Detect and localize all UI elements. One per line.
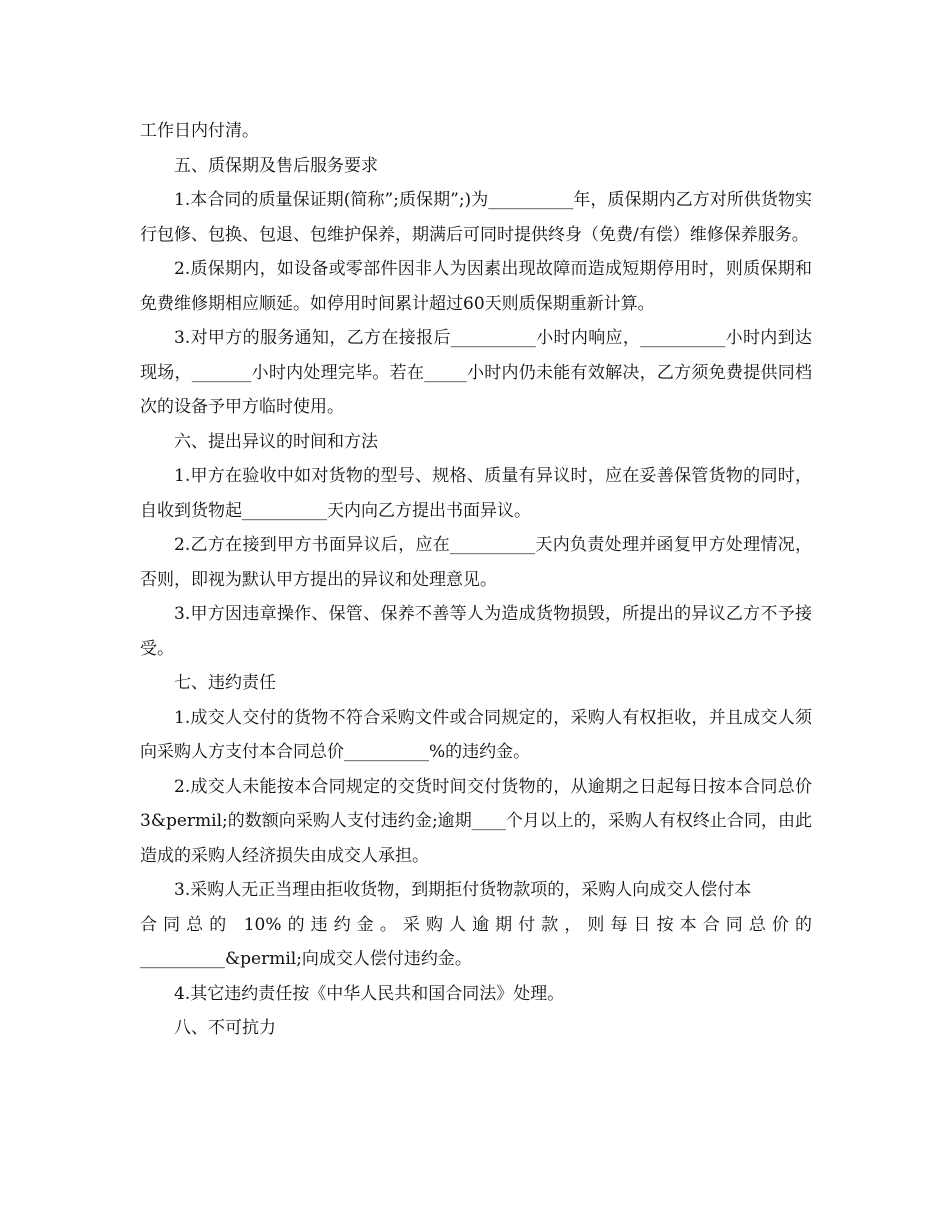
- paragraph-breach-nonconforming: 1.成交人交付的货物不符合采购文件或合同规定的，采购人有权拒收，并且成交人须向采购人方支付本合同总价__________%的违约金。: [140, 707, 812, 762]
- section-heading-warranty: 五、质保期及售后服务要求: [174, 155, 378, 176]
- paragraph-breach-refusal-line3: __________&permil;向成交人偿付违约金。: [140, 949, 472, 969]
- paragraph-payment-end: 工作日内付清。: [140, 121, 259, 141]
- paragraph-objection-inspection: 1.甲方在验收中如对货物的型号、规格、质量有异议时，应在妥善保管货物的同时，自收到货物起__________天内向乙方提出书面异议。: [140, 466, 812, 521]
- paragraph-breach-late-delivery: 2.成交人未能按本合同规定的交货时间交付货物的，从逾期之日起每日按本合同总价 3&permil;的数额向采购人支付违约金;逾期____个月以上的，采购人有权终止合同，由此造成的采购人经济损失由成交人承担。: [140, 776, 812, 866]
- paragraph-breach-refusal-line1: 3.采购人无正当理由拒收货物，到期拒付货物款项的，采购人向成交人偿付本: [174, 880, 752, 900]
- paragraph-warranty-period: 1.本合同的质量保证期(简称”;质保期”;)为__________年，质保期内乙方对所供货物实行包修、包换、包退、包维护保养，期满后可同时提供终身（免费/有偿）维修保养服务。: [140, 190, 812, 245]
- section-heading-objections: 六、提出异议的时间和方法: [174, 431, 378, 452]
- paragraph-objection-rejection: 3.甲方因违章操作、保管、保养不善等人为造成货物损毁，所提出的异议乙方不予接受。: [140, 604, 812, 659]
- section-heading-force-majeure: 八、不可抗力: [174, 1018, 276, 1038]
- paragraph-objection-handling: 2.乙方在接到甲方书面异议后，应在__________天内负责处理并函复甲方处理情况，否则，即视为默认甲方提出的异议和处理意见。: [140, 535, 812, 590]
- paragraph-breach-other: 4.其它违约责任按《中华人民共和国合同法》处理。: [174, 983, 565, 1004]
- paragraph-service-response: 3.对甲方的服务通知，乙方在接报后__________小时内响应，__________小时内到达现场，_______小时内处理完毕。若在_____小时内仍未能有效解决，乙方须免费提供同档次的设备予甲方临时使用。: [140, 328, 812, 417]
- paragraph-breach-refusal-line2: 合同总的 10%的违约金。采购人逾期付款，则每日按本合同总价的: [140, 914, 812, 935]
- section-heading-breach: 七、违约责任: [174, 673, 276, 693]
- contract-text-body: [140, 114, 812, 1046]
- paragraph-warranty-extension: 2.质保期内，如设备或零部件因非人为因素出现故障而造成短期停用时，则质保期和免费维修期相应顺延。如停用时间累计超过60天则质保期重新计算。: [140, 259, 812, 314]
